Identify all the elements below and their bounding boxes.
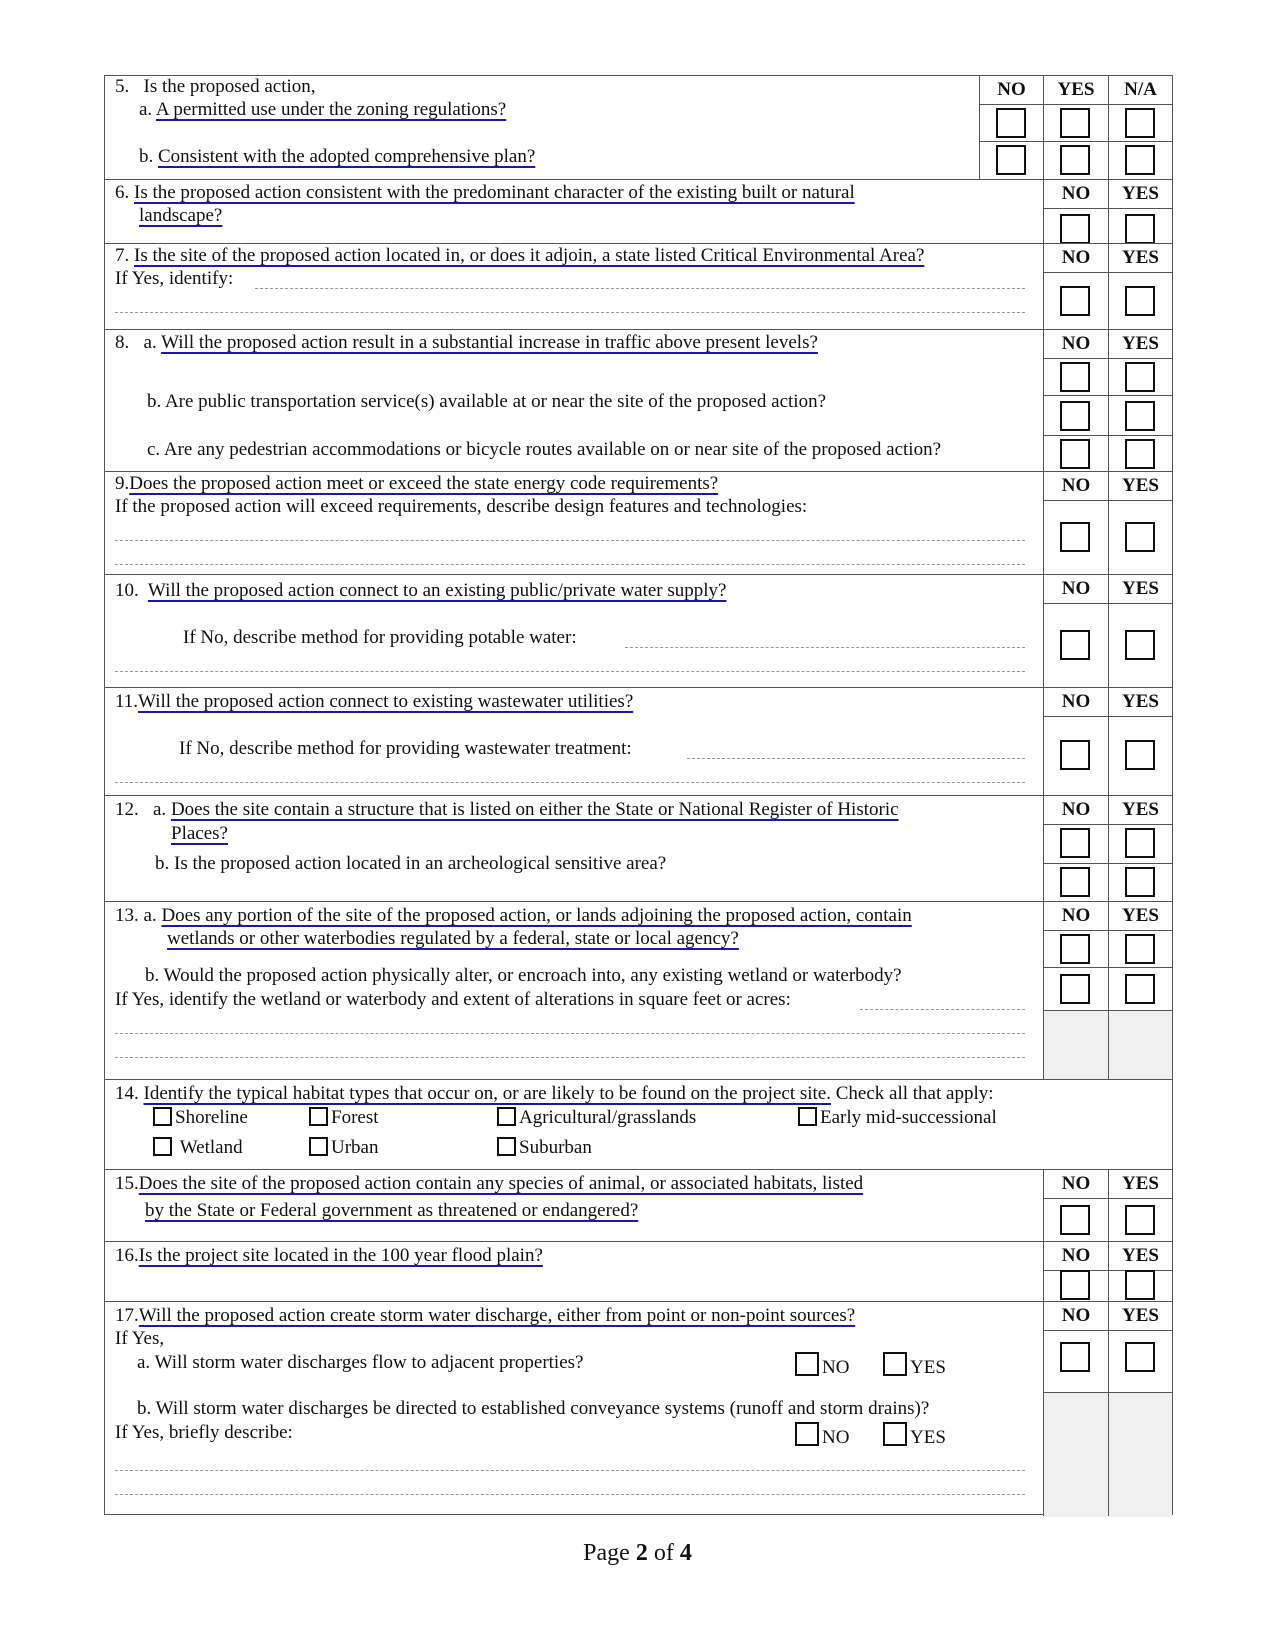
q8b-no-checkbox[interactable] [1060,401,1090,431]
no-header: NO [1044,330,1108,359]
followup-label: If Yes, identify the wetland or waterbody and extent of alterations in square feet or acres: [115,989,791,1010]
question-8c-text: c. Are any pedestrian accommodations or bicycle routes available on or near site of the proposed action? [147,439,942,460]
question-number: 9. [115,473,130,494]
question-5-row [105,76,1172,179]
agricultural-checkbox[interactable] [497,1107,516,1126]
question-16-row [105,1241,1172,1301]
suburban-checkbox[interactable] [497,1137,516,1156]
urban-checkbox[interactable] [309,1137,328,1156]
disabled-cell [1109,1011,1172,1080]
no-column [1043,796,1108,901]
yes-header: YES [1044,76,1108,105]
yes-column [1108,1170,1172,1241]
sub-prefix: a. [139,99,153,120]
no-column [979,76,1043,179]
question-number: 10. [115,580,139,601]
option-label: Shoreline [175,1107,248,1128]
no-header: NO [980,76,1043,105]
no-column [1043,1242,1108,1301]
no-header: NO [1044,1242,1108,1271]
question-text-cont: landscape? [139,205,223,226]
no-column [1043,244,1108,329]
q17b-no-checkbox[interactable] [795,1422,819,1446]
question-number: 14. [115,1083,139,1104]
q11-no-checkbox[interactable] [1060,740,1090,770]
q10-no-checkbox[interactable] [1060,630,1090,660]
yes-column [1108,330,1172,471]
no-column [1043,472,1108,574]
q16-yes-checkbox[interactable] [1125,1270,1155,1300]
current-page: 2 [635,1540,648,1566]
no-column [1043,330,1108,471]
habitat-option[interactable] [497,1137,592,1159]
no-column [1043,180,1108,243]
question-9-row [105,471,1172,574]
question-text: Is the proposed action, [143,76,316,97]
followup-label: If No, describe method for providing potable water: [183,627,577,648]
q15-yes-checkbox[interactable] [1125,1205,1155,1235]
question-number: 7. [115,245,130,266]
question-8a-text: Will the proposed action result in a substantial increase in traffic above present levels? [161,332,818,353]
answer-line[interactable] [255,288,1025,289]
habitat-option[interactable] [309,1107,379,1129]
disabled-cell [1044,1393,1108,1517]
page-number [0,1540,1275,1567]
q16-no-checkbox[interactable] [1060,1270,1090,1300]
habitat-option[interactable] [798,1107,997,1129]
question-13a-text-cont: wetlands or other waterbodies regulated by a federal, state or local agency? [167,928,739,949]
answer-line[interactable] [115,1470,1025,1471]
q9-yes-checkbox[interactable] [1125,522,1155,552]
question-11-row [105,687,1172,795]
yes-header: YES [1109,575,1172,604]
early-mid-successional-checkbox[interactable] [798,1107,817,1126]
yes-header: YES [1109,330,1172,359]
question-13-row [105,901,1172,1079]
q5a-na-checkbox[interactable] [1125,108,1155,138]
answer-line[interactable] [115,1494,1025,1495]
yes-column [1108,244,1172,329]
answer-line[interactable] [115,564,1025,565]
question-number: 17. [115,1305,139,1326]
q5a-no-checkbox[interactable] [996,108,1026,138]
yes-header: YES [1109,796,1172,825]
option-label: Forest [331,1107,379,1128]
q5b-yes-checkbox[interactable] [1060,145,1090,175]
forest-checkbox[interactable] [309,1107,328,1126]
q17b-yes-checkbox[interactable] [883,1422,907,1446]
question-14-row [105,1079,1172,1169]
q17a-yes-checkbox[interactable] [883,1352,907,1376]
page-label: Page [583,1540,636,1566]
no-column [1043,688,1108,795]
no-header: NO [1044,1302,1108,1331]
disabled-cell [1109,1393,1172,1517]
q17a-no-option[interactable] [795,1352,849,1379]
no-header: NO [1044,796,1108,825]
q8a-yes-checkbox[interactable] [1125,362,1155,392]
yes-column [1043,76,1108,179]
answer-line[interactable] [115,1033,1025,1034]
question-12-row [105,795,1172,901]
question-instructions: Check all that apply: [835,1083,994,1104]
q17b-yes-option[interactable] [883,1422,946,1449]
yes-column [1108,1242,1172,1301]
no-header: NO [1044,244,1108,273]
yes-column [1108,180,1172,243]
q10-yes-checkbox[interactable] [1125,630,1155,660]
yes-column [1108,1302,1172,1516]
q15-no-checkbox[interactable] [1060,1205,1090,1235]
disabled-cell [1044,1011,1108,1080]
wetland-checkbox[interactable] [153,1137,172,1156]
question-17a-text: a. Will storm water discharges flow to adjacent properties? [137,1352,584,1373]
question-8b-text: b. Are public transportation service(s) available at or near the site of the proposed action? [147,391,826,412]
no-column [1043,1170,1108,1241]
answer-line[interactable] [115,782,1025,783]
question-number: 13. a. [115,905,157,926]
yes-header: YES [1109,1170,1172,1199]
habitat-option[interactable] [309,1137,378,1159]
question-text: Will the proposed action create storm water discharge, either from point or non-point sources? [138,1305,856,1326]
q12b-yes-checkbox[interactable] [1125,867,1155,897]
question-17b-text: b. Will storm water discharges be directed to established conveyance systems (runoff and storm drains)? [137,1398,930,1419]
q13a-no-checkbox[interactable] [1060,934,1090,964]
option-label: Suburban [519,1137,592,1158]
habitat-option[interactable] [153,1107,248,1129]
sub-prefix: a. [153,799,167,820]
question-text: Does the site of the proposed action contain any species of animal, or associated habitats, listed [138,1173,864,1194]
q5a-yes-checkbox[interactable] [1060,108,1090,138]
option-label: Wetland [179,1137,243,1158]
yes-header: YES [1109,1242,1172,1271]
q8c-yes-checkbox[interactable] [1125,439,1155,469]
question-number: 6. [115,182,130,203]
q13b-yes-checkbox[interactable] [1125,974,1155,1004]
question-number: 11. [115,691,139,712]
question-12b-text: b. Is the proposed action located in an archeological sensitive area? [155,853,667,874]
no-column [1043,902,1108,1079]
habitat-option[interactable] [497,1107,696,1129]
question-number: 8. [115,332,130,353]
question-number: 5. [115,76,130,97]
q6-no-checkbox[interactable] [1060,214,1090,244]
question-10-row [105,574,1172,687]
question-number: 15. [115,1173,139,1194]
question-text: Is the site of the proposed action located in, or does it adjoin, a state listed Critical Environmental Area? [134,245,925,266]
followup-label: If No, describe method for providing wastewater treatment: [179,738,632,759]
yes-column [1108,902,1172,1079]
question-15-row [105,1169,1172,1241]
followup-label: If Yes, briefly describe: [115,1422,293,1443]
question-5b-text: Consistent with the adopted comprehensive plan? [158,146,536,167]
followup-label: If Yes, identify: [115,268,234,289]
q17a-no-checkbox[interactable] [795,1352,819,1376]
questionnaire-table [104,75,1173,1515]
option-label: YES [910,1357,946,1378]
question-text: Is the project site located in the 100 year flood plain? [138,1245,543,1266]
question-13a-text: Does any portion of the site of the proposed action, or lands adjoining the proposed action, contain [161,905,912,926]
q17-no-checkbox[interactable] [1060,1342,1090,1372]
no-header: NO [1044,575,1108,604]
question-text: Does the proposed action meet or exceed the state energy code requirements? [129,473,719,494]
question-8-row [105,329,1172,471]
q8a-no-checkbox[interactable] [1060,362,1090,392]
q5b-na-checkbox[interactable] [1125,145,1155,175]
yes-header: YES [1109,472,1172,501]
answer-line[interactable] [115,540,1025,541]
na-header: N/A [1109,76,1172,105]
yes-header: YES [1109,244,1172,273]
q17a-yes-option[interactable] [883,1352,946,1379]
question-12a-text-cont: Places? [171,823,228,844]
question-6-row [105,179,1172,243]
question-text-cont: by the State or Federal government as threatened or endangered? [145,1200,639,1221]
no-header: NO [1044,180,1108,209]
question-text: Will the proposed action connect to existing wastewater utilities? [138,691,634,712]
yes-header: YES [1109,902,1172,931]
yes-column [1108,472,1172,574]
q6-yes-checkbox[interactable] [1125,214,1155,244]
q17-yes-checkbox[interactable] [1125,1342,1155,1372]
no-header: NO [1044,688,1108,717]
habitat-option[interactable] [153,1137,243,1159]
q7-no-checkbox[interactable] [1060,286,1090,316]
option-label: YES [910,1427,946,1448]
q5b-no-checkbox[interactable] [996,145,1026,175]
q17b-no-option[interactable] [795,1422,849,1449]
yes-column [1108,796,1172,901]
shoreline-checkbox[interactable] [153,1107,172,1126]
option-label: Urban [331,1137,379,1158]
answer-line[interactable] [625,647,1025,648]
answer-line[interactable] [115,671,1025,672]
no-header: NO [1044,902,1108,931]
no-column [1043,1302,1108,1516]
question-text: Will the proposed action connect to an existing public/private water supply? [147,580,727,601]
page-of-label: of [647,1540,680,1566]
answer-line[interactable] [860,1009,1025,1010]
if-yes-label: If Yes, [115,1328,165,1349]
question-12a-text: Does the site contain a structure that is listed on either the State or National Register of Historic [170,799,899,820]
na-column [1108,76,1172,179]
option-label: Agricultural/grasslands [519,1107,697,1128]
answer-line[interactable] [115,312,1025,313]
q7-yes-checkbox[interactable] [1125,286,1155,316]
yes-column [1108,575,1172,687]
answer-line[interactable] [115,1057,1025,1058]
q8c-no-checkbox[interactable] [1060,439,1090,469]
no-header: NO [1044,1170,1108,1199]
question-number: 12. [115,799,139,820]
question-7-row [105,243,1172,329]
no-column [1043,575,1108,687]
q12b-no-checkbox[interactable] [1060,867,1090,897]
q9-no-checkbox[interactable] [1060,522,1090,552]
q12a-yes-checkbox[interactable] [1125,828,1155,858]
question-17-row [105,1301,1172,1516]
no-header: NO [1044,472,1108,501]
sub-prefix: b. [139,146,154,167]
question-5a-text: A permitted use under the zoning regulations? [155,99,507,120]
q13a-yes-checkbox[interactable] [1125,934,1155,964]
yes-header: YES [1109,688,1172,717]
question-text: Identify the typical habitat types that occur on, or are likely to be found on the project site. [143,1083,831,1104]
q12a-no-checkbox[interactable] [1060,828,1090,858]
q13b-no-checkbox[interactable] [1060,974,1090,1004]
followup-label: If the proposed action will exceed requirements, describe design features and technologies: [115,496,808,517]
q8b-yes-checkbox[interactable] [1125,401,1155,431]
option-label: Early mid-successional [820,1107,997,1128]
question-text: Is the proposed action consistent with the predominant character of the existing built or natural [134,182,855,203]
sub-prefix: a. [143,332,157,353]
question-13b-text: b. Would the proposed action physically alter, or encroach into, any existing wetland or waterbody? [145,965,902,986]
answer-line[interactable] [687,758,1025,759]
question-number: 16. [115,1245,139,1266]
yes-header: YES [1109,180,1172,209]
yes-column [1108,688,1172,795]
yes-header: YES [1109,1302,1172,1331]
option-label: NO [822,1427,850,1448]
q11-yes-checkbox[interactable] [1125,740,1155,770]
option-label: NO [822,1357,850,1378]
total-pages: 4 [679,1540,692,1566]
